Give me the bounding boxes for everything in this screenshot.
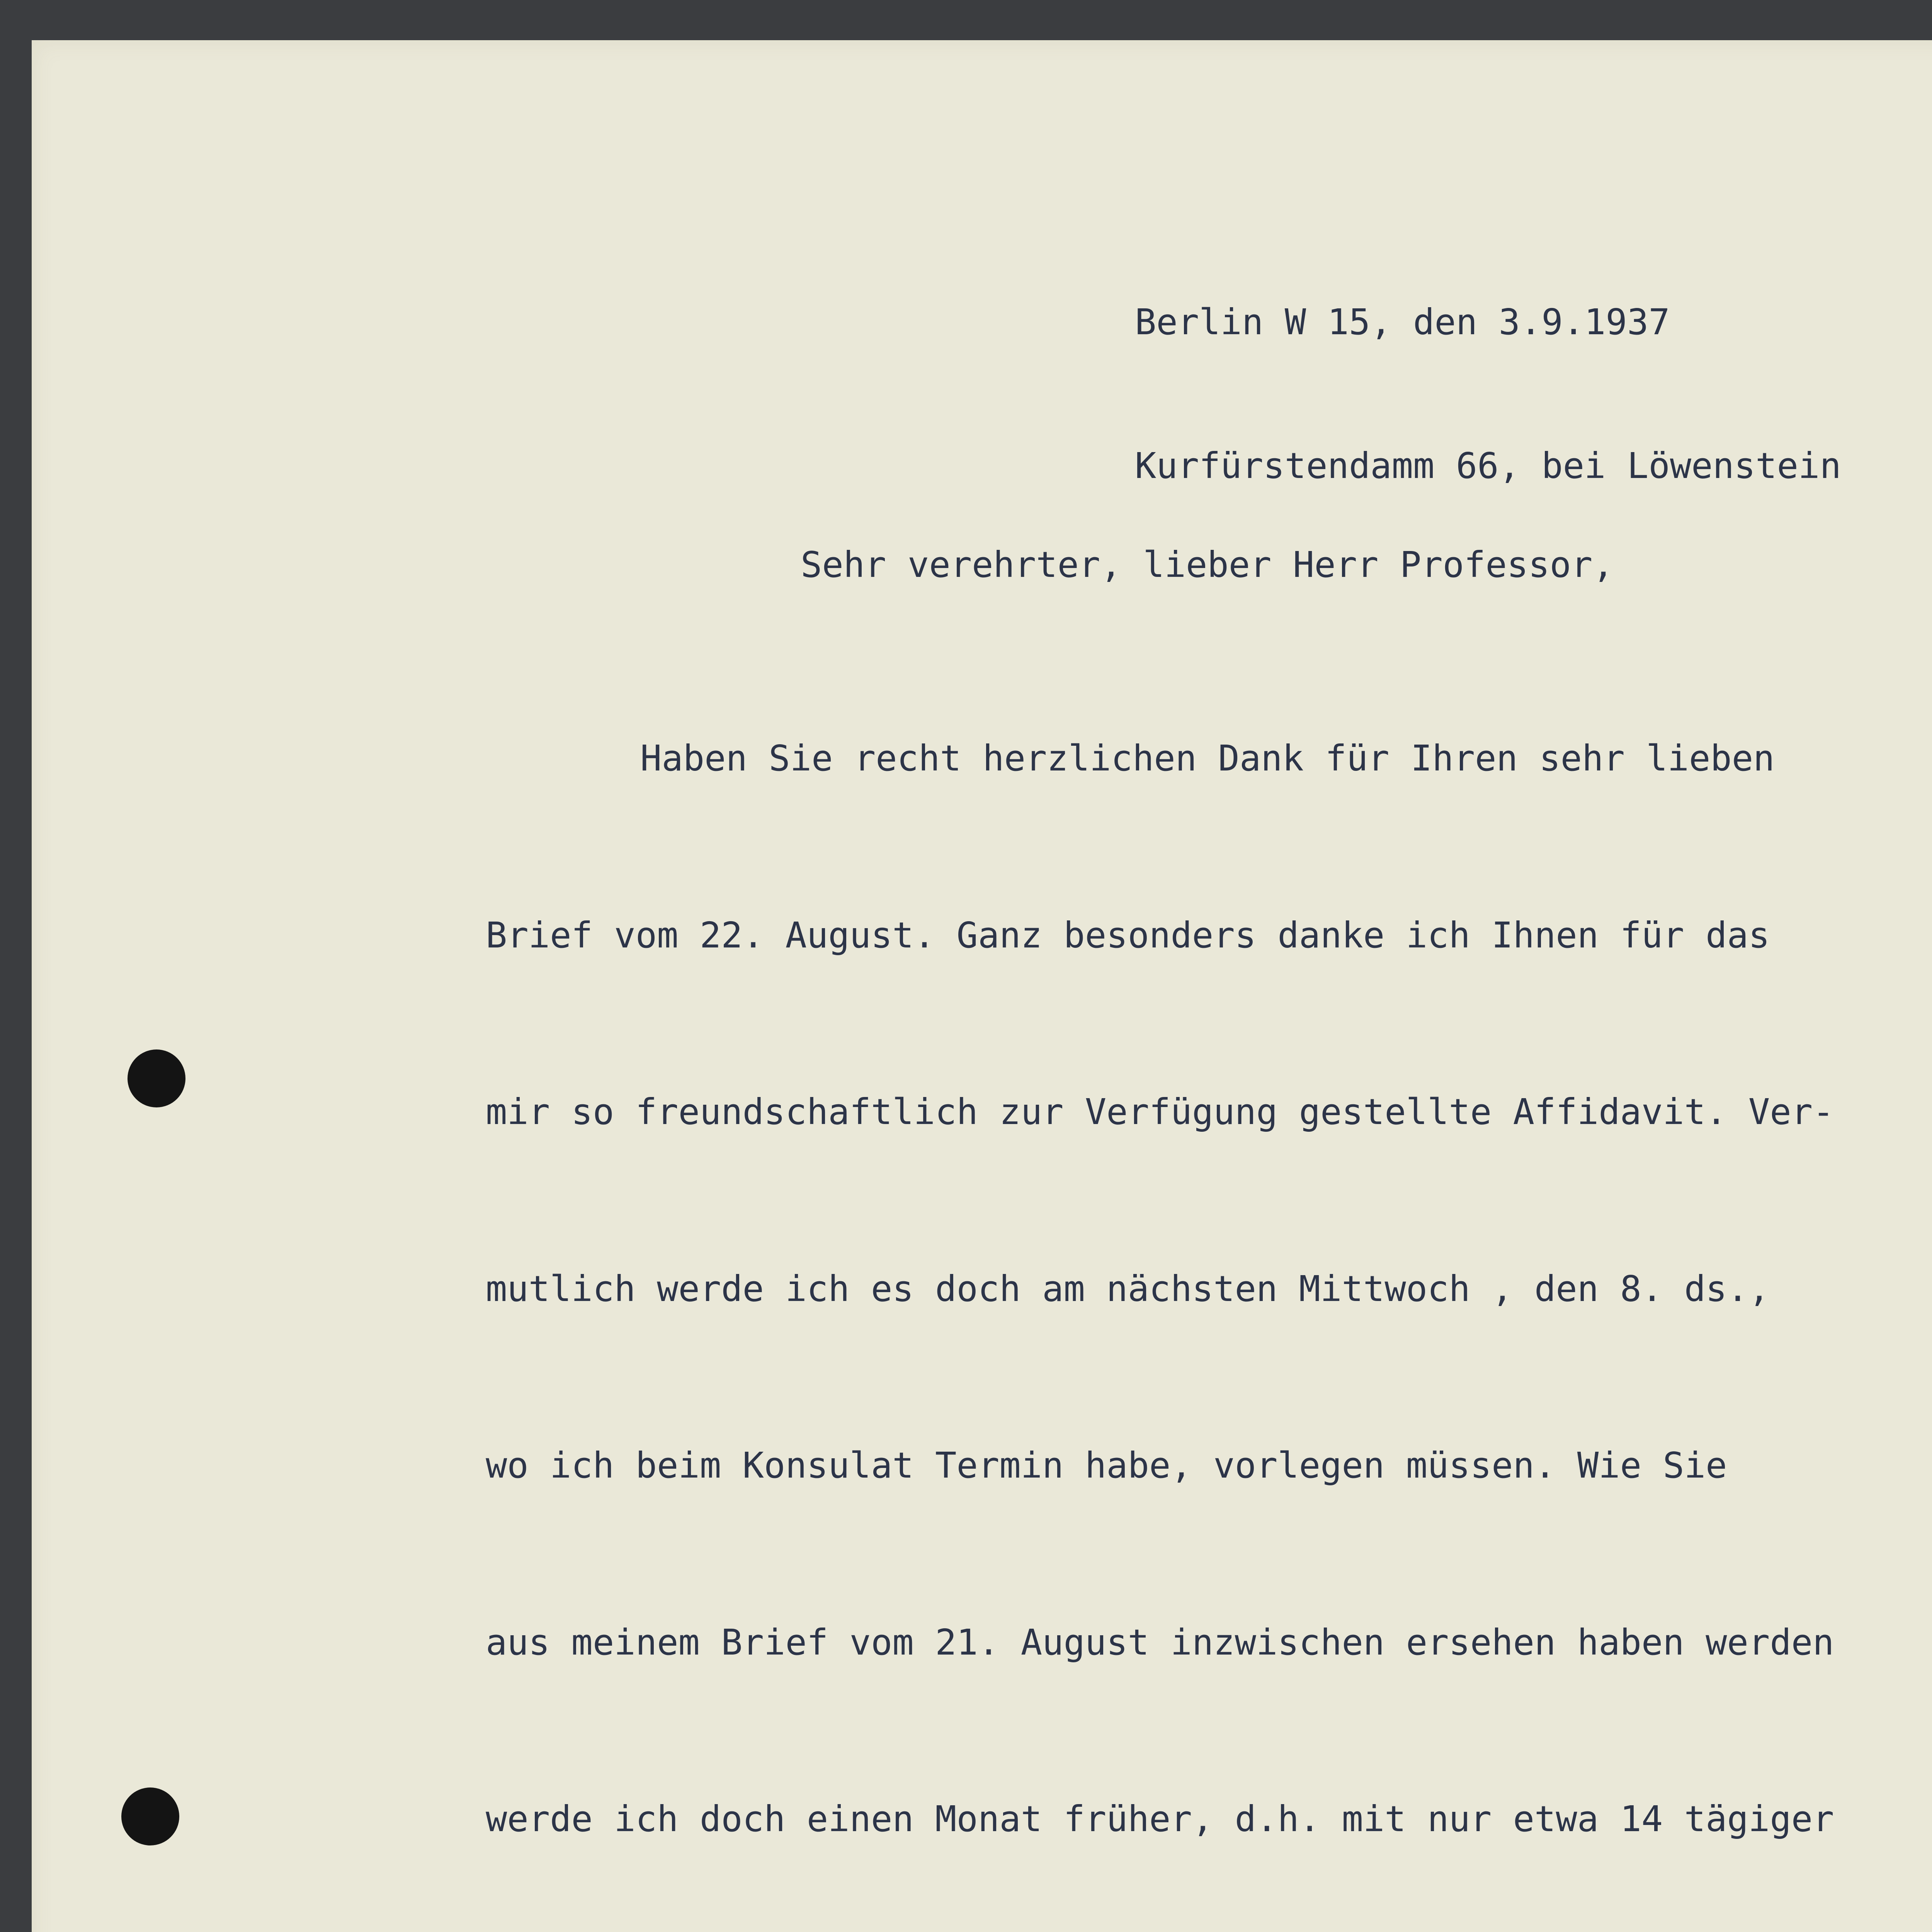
address-line: Kurfürstendamm 66, bei Löwenstein — [1135, 445, 1841, 486]
punch-hole-upper — [128, 1049, 185, 1107]
body-line: aus meinem Brief vom 21. August inzwischen ersehen haben werden — [486, 1621, 1834, 1663]
place-date-line: Berlin W 15, den 3.9.1937 — [1135, 301, 1670, 343]
letter-body — [486, 611, 1856, 1932]
punch-hole-lower — [121, 1787, 179, 1845]
body-line: werde ich doch einen Monat früher, d.h. mit nur etwa 14 tägiger — [486, 1798, 1834, 1840]
body-line: mutlich werde ich es doch am nächsten Mittwoch , den 8. ds., — [486, 1268, 1770, 1310]
letter-header — [1135, 202, 1841, 586]
body-line: Haben Sie recht herzlichen Dank für Ihren sehr lieben — [640, 738, 1775, 779]
letter-page — [32, 40, 1932, 1932]
body-line: wo ich beim Konsulat Termin habe, vorlegen müssen. Wie Sie — [486, 1445, 1727, 1486]
body-line: mir so freundschaftlich zur Verfügung gestellte Affidavit. Ver- — [486, 1091, 1834, 1133]
salutation: Sehr verehrter, lieber Herr Professor, — [801, 544, 1614, 585]
body-line: Brief vom 22. August. Ganz besonders danke ich Ihnen für das — [486, 914, 1770, 956]
